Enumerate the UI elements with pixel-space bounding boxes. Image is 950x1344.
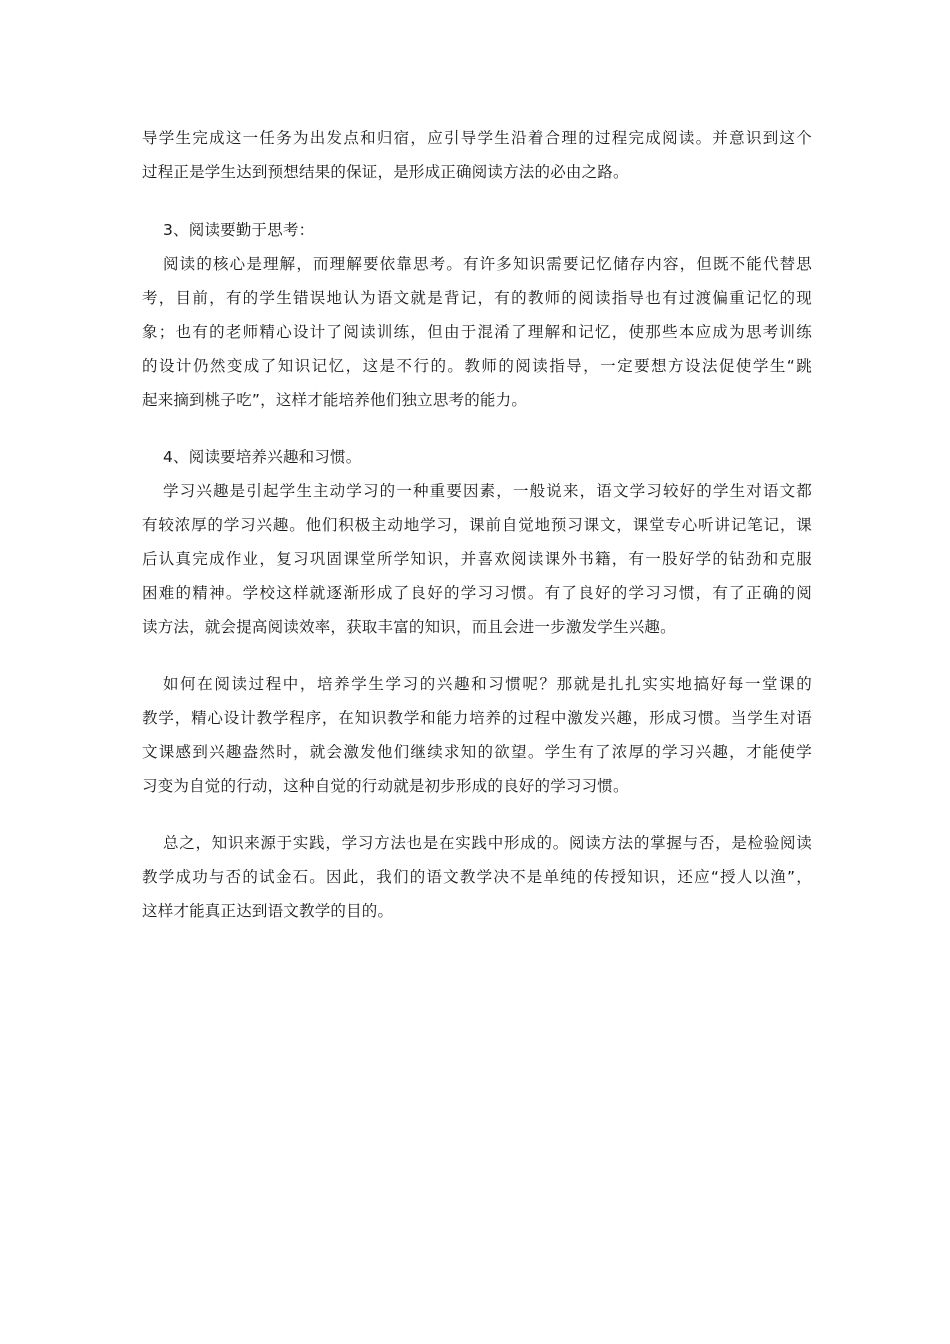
text-line: 困难的精神。学校这样就逐渐形成了良好的学习习惯。有了良好的学习习惯，有了正确的阅	[142, 584, 812, 602]
text-line: 有较浓厚的学习兴趣。他们积极主动地学习，课前自觉地预习课文，课堂专心听讲记笔记，课	[142, 516, 812, 534]
text-line: 导学生完成这一任务为出发点和归宿，应引导学生沿着合理的过程完成阅读。并意识到这个	[142, 129, 812, 147]
text-line: 如何在阅读过程中，培养学生学习的兴趣和习惯呢？那就是扎扎实实地搞好每一堂课的	[163, 675, 812, 693]
text-line: 象；也有的老师精心设计了阅读训练，但由于混淆了理解和记忆，使那些本应成为思考训练	[142, 323, 812, 341]
section-heading-4: 4、阅读要培养兴趣和习惯。	[163, 448, 362, 466]
text-line: 这样才能真正达到语文教学的目的。	[142, 902, 394, 920]
text-line: 总之，知识来源于实践，学习方法也是在实践中形成的。阅读方法的掌握与否，是检验阅读	[163, 834, 812, 852]
text-line: 后认真完成作业，复习巩固课堂所学知识，并喜欢阅读课外书籍，有一股好学的钻劲和克服	[142, 550, 812, 568]
section-heading-3: 3、阅读要勤于思考：	[163, 221, 315, 239]
text-line: 的设计仍然变成了知识记忆，这是不行的。教师的阅读指导，一定要想方设法促使学生“跳	[142, 357, 812, 375]
text-line: 文课感到兴趣盎然时，就会激发他们继续求知的欲望。学生有了浓厚的学习兴趣，才能使学	[142, 743, 812, 761]
text-line: 学习兴趣是引起学生主动学习的一种重要因素，一般说来，语文学习较好的学生对语文都	[163, 482, 812, 500]
text-line: 阅读的核心是理解，而理解要依靠思考。有许多知识需要记忆储存内容，但既不能代替思	[163, 255, 812, 273]
text-line: 教学，精心设计教学程序，在知识教学和能力培养的过程中激发兴趣，形成习惯。当学生对语	[142, 709, 812, 727]
text-line: 起来摘到桃子吃”，这样才能培养他们独立思考的能力。	[142, 391, 528, 409]
text-line: 过程正是学生达到预想结果的保证，是形成正确阅读方法的必由之路。	[142, 163, 629, 181]
text-line: 考，目前，有的学生错误地认为语文就是背记，有的教师的阅读指导也有过渡偏重记忆的现	[142, 289, 812, 307]
text-line: 读方法，就会提高阅读效率，获取丰富的知识，而且会进一步激发学生兴趣。	[142, 618, 676, 636]
text-line: 教学成功与否的试金石。因此，我们的语文教学决不是单纯的传授知识，还应“授人以渔”，	[142, 868, 812, 886]
text-line: 习变为自觉的行动，这种自觉的行动就是初步形成的良好的学习习惯。	[142, 777, 629, 795]
